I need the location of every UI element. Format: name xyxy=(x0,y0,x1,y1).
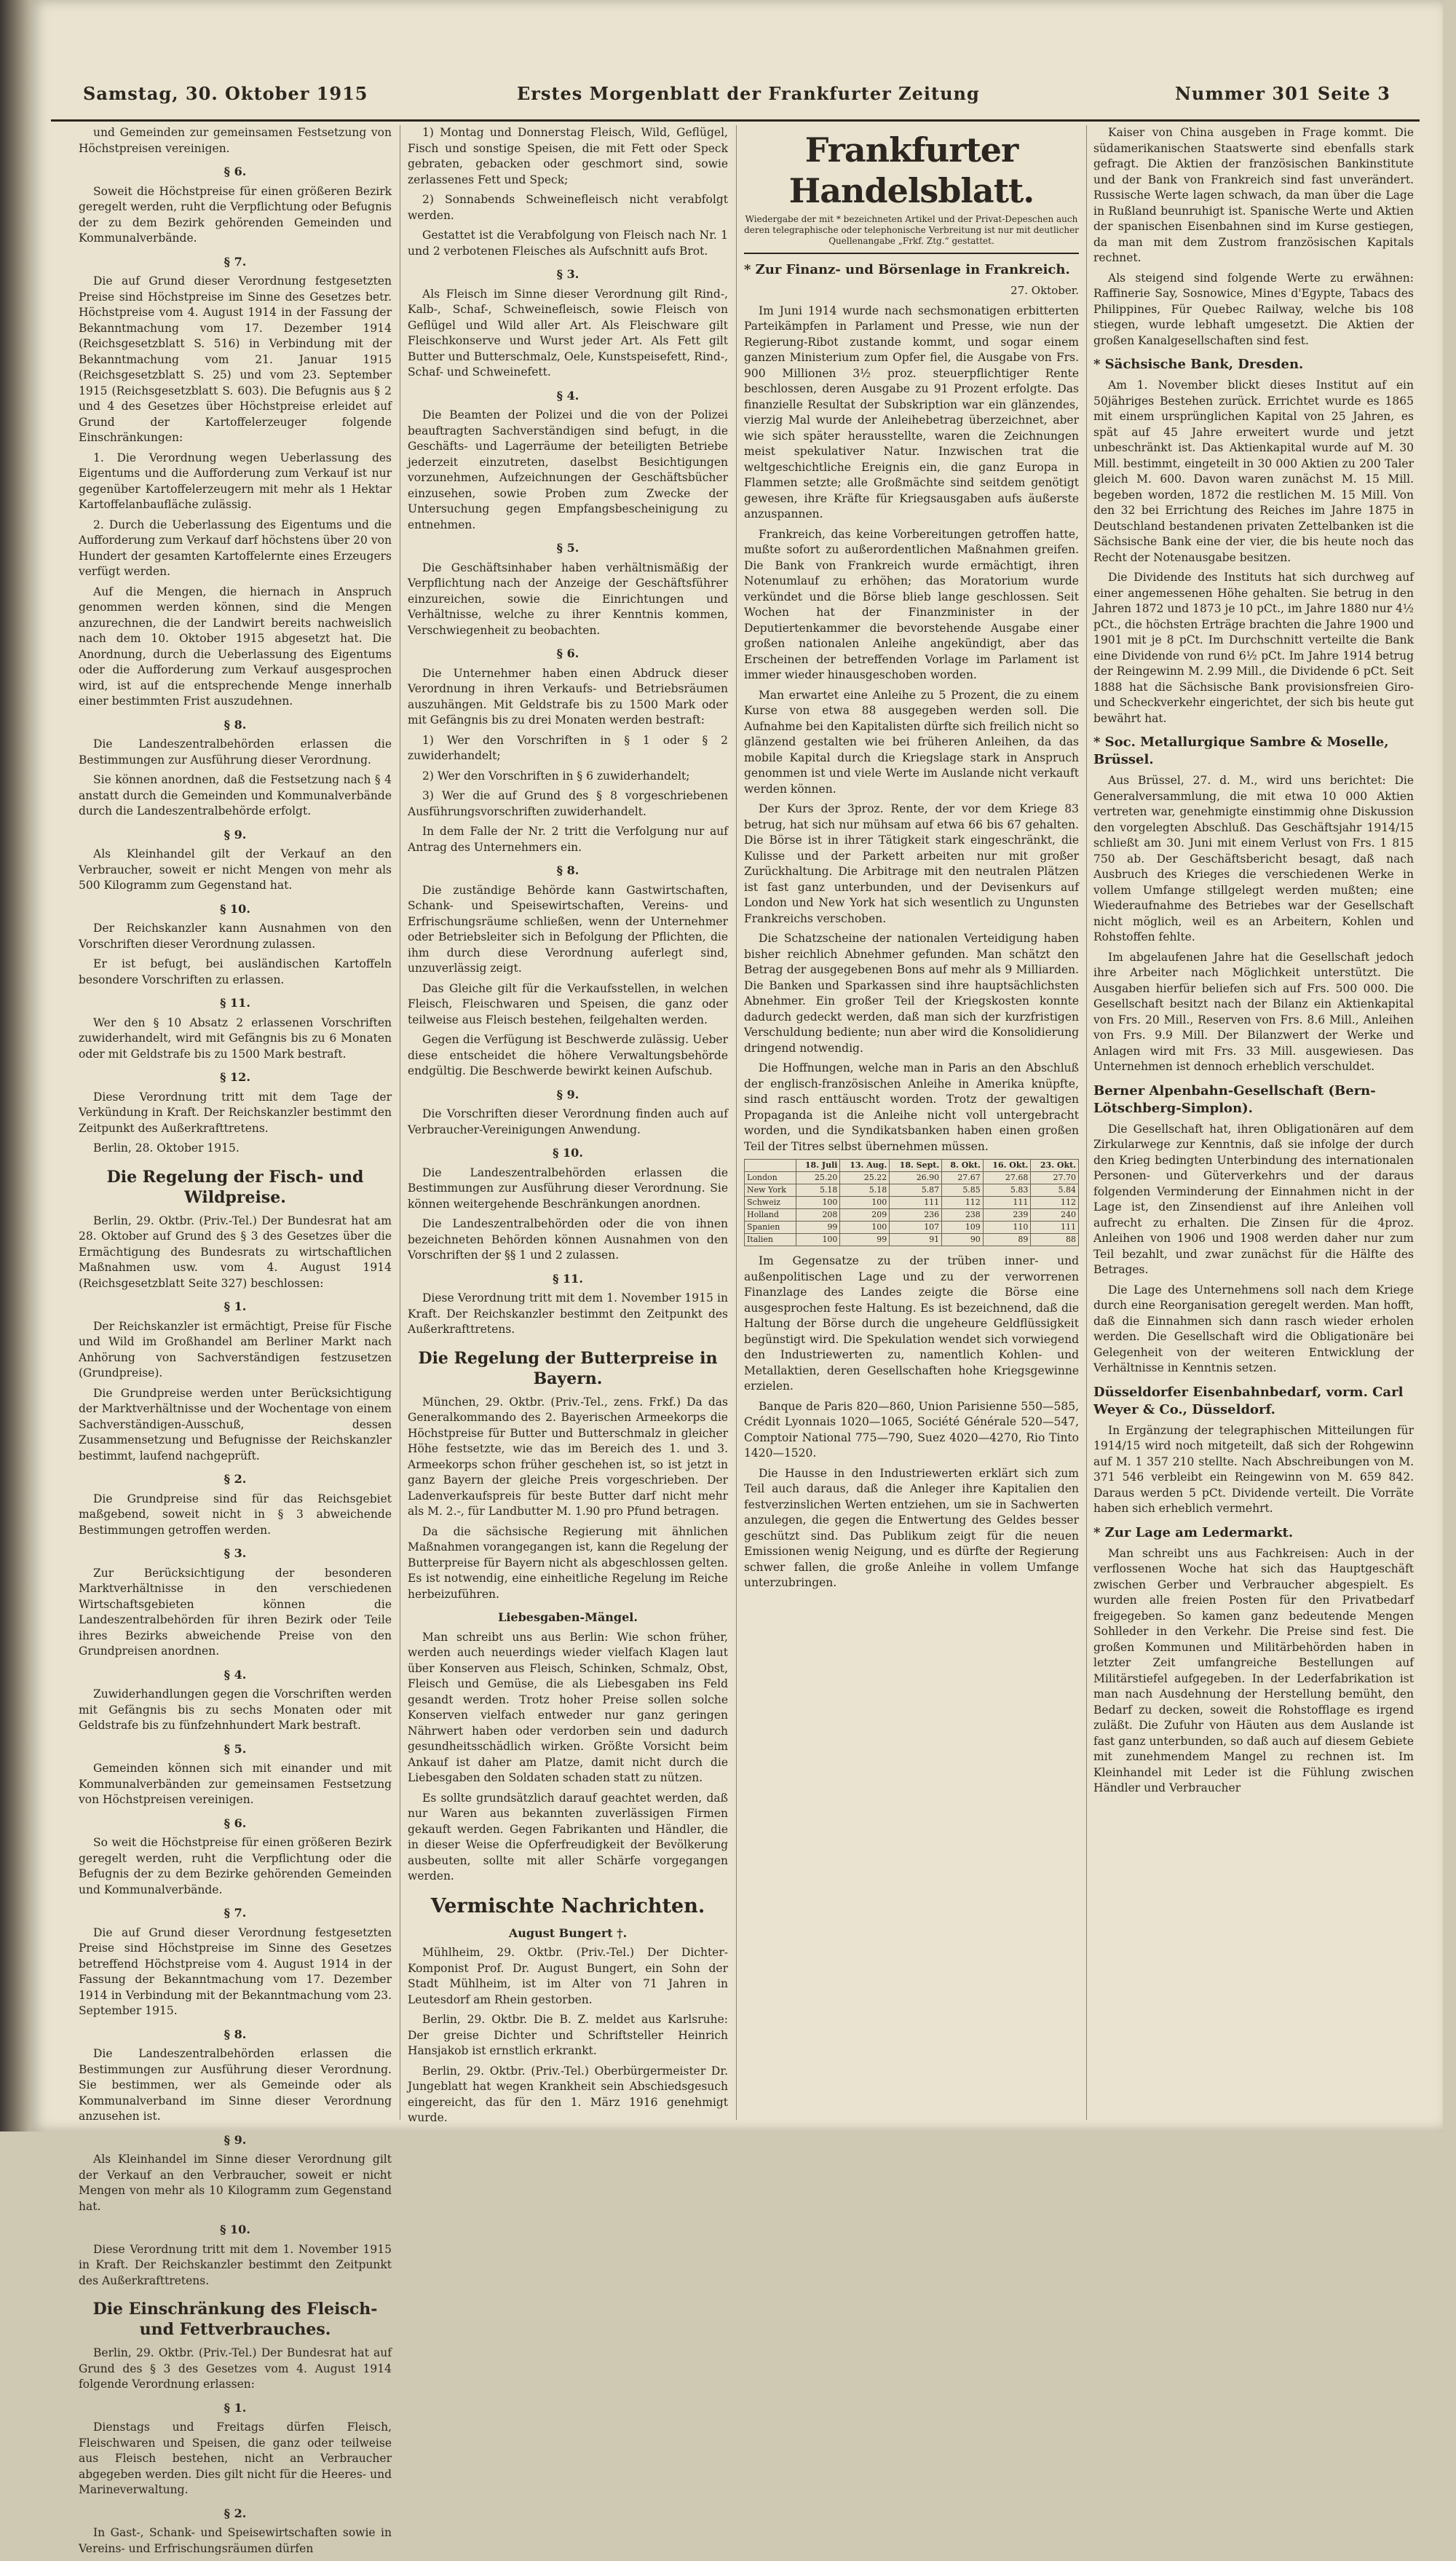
divider xyxy=(744,253,1079,254)
section-number: § 9. xyxy=(223,2132,247,2147)
table-cell: Italien xyxy=(745,1234,796,1246)
paragraph: München, 29. Oktbr. (Priv.-Tel., zens. Frkf.) Da das Generalkommando des 2. Bayerischen Armeekorps die Höchstpreise für Butter und Butterschmalz in gleicher Höhe festsetzte, wie das im Bereich des 1. und 3. Armeekorps schon früher geschehen ist, so ist jetzt in ganz Bayern der gleiche Preis vorgeschrieben. Der Ladenverkaufspreis für beste Butter darf nicht mehr als M. 2.-, für Landbutter M. 1.90 pro Pfund betragen. xyxy=(408,1395,728,1518)
table-cell: 5.18 xyxy=(796,1184,840,1197)
table-row xyxy=(745,1184,1079,1197)
table-cell: 100 xyxy=(796,1197,840,1209)
table-cell: 25.22 xyxy=(840,1172,890,1184)
table-cell: 91 xyxy=(890,1234,942,1246)
table-cell: 5.18 xyxy=(840,1184,890,1197)
section-number: § 11. xyxy=(553,1271,583,1286)
dateline: Berlin, 28. Oktober 1915. xyxy=(93,1141,240,1155)
paragraph: Am 1. November blickt dieses Institut auf ein 50jähriges Bestehen zurück. Errichtet wurde es 1865 mit einem ursprünglichen Kapital von 25 Jahren, es spät auf 45 Jahre erweitert wurde und jetzt unbeschränkt ist. Das Aktienkapital wurde auf M. 30 Mill. bestimmt, eingeteilt in 30 000 Aktien zu 200 Taler gleich M. 600. Davon waren zunächst M. 15 Mill. begeben worden, 1872 die restlichen M. 15 Mill. Von den 32 bei Errichtung des Reiches im Jahre 1875 in Deutschland bestandenen privaten Zettelbanken ist die Sächsische Bank eine der vier, die bis heute noch das Recht der Notenausgabe besitzen. xyxy=(1093,379,1414,564)
paragraph: Als Fleisch im Sinne dieser Verordnung gilt Rind-, Kalb-, Schaf-, Schweinefleisch, sowie Fleisch von Geflügel und Wild aller Art. Als Fleischware gilt Fleischkonserve und Wurst jeder Art. Als Fett gilt Butter und Butterschmalz, Oele, Kunstspeisefett, Rind-, Schaf- und Schweinefett. xyxy=(408,287,728,379)
paragraph: Die Grundpreise sind für das Reichsgebiet maßgebend, soweit nicht in § 3 abweichende Bestimmungen getroffen werden. xyxy=(79,1492,392,1537)
article-headline: Die Regelung der Fisch- und Wildpreise. xyxy=(106,1167,364,1207)
paragraph: Die Hausse in den Industriewerten erklärt sich zum Teil auch daraus, daß die Anleger ihre Kapitalien den festverzinslichen Werten entziehen, um sie in Sachwerten anzulegen, die gegen die Entwertung des Geldes besser geschützt sind. Das Publikum zeigt für die neuen Emissionen wenig Neigung, und es dürfte der Regierung schwer fallen, die große Anleihe in vollem Umfange unterzubringen. xyxy=(744,1466,1079,1589)
paragraph: In Gast-, Schank- und Speisewirtschaften sowie in Vereins- und Erfrischungsräumen dürfen xyxy=(79,2526,392,2555)
table-cell: 112 xyxy=(1031,1197,1079,1209)
table-cell: London xyxy=(745,1172,796,1184)
section-number: § 9. xyxy=(556,1087,579,1101)
table-header-cell xyxy=(745,1160,796,1172)
section-number: § 8. xyxy=(223,2027,247,2041)
paragraph: und Gemeinden zur gemeinsamen Festsetzung von Höchstpreisen vereinigen. xyxy=(79,126,392,155)
table-row xyxy=(745,1172,1079,1184)
table-cell: 240 xyxy=(1031,1209,1079,1222)
table-cell: 209 xyxy=(840,1209,890,1222)
table-cell: 107 xyxy=(890,1222,942,1234)
section-number: § 5. xyxy=(556,541,579,555)
paragraph: Zur Berücksichtigung der besonderen Marktverhältnisse in den verschiedenen Wirtschaftsgebieten können die Landeszentralbehörden für ihren Bezirk oder Teile ihres Bezirks abweichende Preise von den Grundpreisen anordnen. xyxy=(79,1566,392,1658)
paragraph: Der Reichskanzler kann Ausnahmen von den Vorschriften dieser Verordnung zulassen. xyxy=(79,922,392,951)
section-number: § 3. xyxy=(556,267,579,281)
paragraph: So weit die Höchstpreise für einen größeren Bezirk geregelt werden, ruht die Verpflichtung oder die Befugnis der zu dem Bezirke gehörenden Gemeinden und Kommunalverbände. xyxy=(79,1836,392,1896)
table-header-cell: 18. Juli xyxy=(796,1160,840,1172)
paragraph: 1) Wer den Vorschriften in § 1 oder § 2 zuwiderhandelt; xyxy=(408,733,728,762)
paragraph: Die Vorschriften dieser Verordnung finden auch auf Verbraucher-Vereinigungen Anwendung. xyxy=(408,1107,728,1136)
table-cell: 25.20 xyxy=(796,1172,840,1184)
table-cell: 88 xyxy=(1031,1234,1079,1246)
paragraph: Die zuständige Behörde kann Gastwirtschaften, Schank- und Speisewirtschaften, Vereins- und Erfrischungsräume schließen, wenn der Unternehmer oder Betriebsleiter sich in Befolgung der Pflichten, die ihm durch diese Verordnung auferlegt sind, unzuverlässig zeigt. xyxy=(408,883,728,975)
table-cell: 239 xyxy=(983,1209,1031,1222)
paragraph: Da die sächsische Regierung mit ähnlichen Maßnahmen vorangegangen ist, kann die Regelung der Butterpreise für Bayern nicht als abgeschlossen gelten. Es ist notwendig, eine einheitliche Regelung im Reiche herbeizuführen. xyxy=(408,1524,728,1601)
column-2 xyxy=(408,125,728,2131)
section-number: § 7. xyxy=(223,1906,247,1920)
article-headline: Berner Alpenbahn-Gesellschaft (Bern-Lötschberg-Simplon). xyxy=(1093,1082,1376,1116)
paragraph: Die Landeszentralbehörden erlassen die Bestimmungen zur Ausführung dieser Verordnung. Sie können weitergehende Beschränkungen anordnen. xyxy=(408,1165,728,1211)
paragraph: Wer den § 10 Absatz 2 erlassenen Vorschriften zuwiderhandelt, wird mit Gefängnis bis zu 6 Monaten oder mit Geldstrafe bis zu 1500 Mark bestraft. xyxy=(79,1016,392,1061)
paragraph: Banque de Paris 820—860, Union Parisienne 550—585, Crédit Lyonnais 1020—1065, Société Générale 520—547, Comptoir National 775—790, Suez 4020—4270, Rio Tinto 1420—1520. xyxy=(744,1399,1079,1460)
paragraph: Die Landeszentralbehörden erlassen die Bestimmungen zur Ausführung dieser Verordnung. xyxy=(79,737,392,767)
paragraph: Die auf Grund dieser Verordnung festgesetzten Preise sind Höchstpreise im Sinne des Gesetzes betr. Höchstpreise vom 4. August 1914 in der Fassung der Bekanntmachung vom 17. Dezember 1914 (Reichsgesetzblatt S. 516) in Verbindung mit der Bekanntmachung vom 21. Januar 1915 (Reichsgesetzblatt S. 25) und vom 23. September 1915 (Reichsgesetzblatt S. 603). Die Befugnis aus § 2 und 4 des Gesetzes über Höchstpreise erleidet auf Grund der Kartoffelerzeuger folgende Einschränkungen: xyxy=(79,274,392,444)
table-cell: Spanien xyxy=(745,1222,796,1234)
table-cell: New York xyxy=(745,1184,796,1197)
paragraph: Diese Verordnung tritt mit dem Tage der Verkündung in Kraft. Der Reichskanzler bestimmt den Zeitpunkt des Außerkrafttretens. xyxy=(79,1090,392,1135)
table-cell: 100 xyxy=(796,1234,840,1246)
paragraph: Der Reichskanzler ist ermächtigt, Preise für Fische und Wild im Großhandel am Berliner Markt nach Anhörung von Sachverständigen festzusetzen (Grundpreise). xyxy=(79,1319,392,1380)
masthead-page-number: Nummer 301 Seite 3 xyxy=(1174,83,1390,104)
paragraph: Zuwiderhandlungen gegen die Vorschriften werden mit Gefängnis bis zu sechs Monaten oder mit Geldstrafe bis zu fünfzehnhundert Mark bestraft. xyxy=(79,1687,392,1732)
paragraph: Auf die Mengen, die hiernach in Anspruch genommen werden können, sind die Mengen anzurechnen, die der Landwirt bereits nachweislich nach dem 10. Oktober 1915 abgesetzt hat. Die Anordnung, durch die Ueberlassung des Eigentums oder die Aufforderung zum Verkauf ausgesprochen wird, ist auf die entsprechende Menge innerhalb einer bestimmten Frist auszudehnen. xyxy=(79,585,392,708)
paragraph: Die Landeszentralbehörden erlassen die Bestimmungen zur Ausführung dieser Verordnung. Sie bestimmen, wer als Gemeinde oder als Kommunalverband im Sinne dieser Verordnung anzusehen ist. xyxy=(79,2047,392,2123)
section-number: § 1. xyxy=(223,2400,247,2415)
paragraph: Berlin, 29. Oktbr. Die B. Z. meldet aus Karlsruhe: Der greise Dichter und Schriftsteller Heinrich Hansjakob ist ernstlich erkrankt. xyxy=(408,2013,728,2057)
table-cell: 109 xyxy=(942,1222,984,1234)
column-rule xyxy=(736,125,737,2120)
paragraph: Das Gleiche gilt für die Verkaufsstellen, in welchen Fleisch, Fleischwaren und Speisen, die ganz oder teilweise aus Fleisch bestehen, feilgehalten werden. xyxy=(408,981,728,1026)
section-masthead: Frankfurter Handelsblatt. xyxy=(788,130,1034,210)
section-number: § 2. xyxy=(223,2506,247,2520)
section-number: § 2. xyxy=(223,1472,247,1486)
table-row xyxy=(745,1234,1079,1246)
paragraph: Aus Brüssel, 27. d. M., wird uns berichtet: Die Generalversammlung, die mit etwa 10 000 Aktien vertreten war, genehmigte einstimmig ohne Diskussion den vorgelegten Abschluß. Das Geschäftsjahr 1914/15 schließt am 30. Juni mit einem Verlust von Frs. 1 815 750 ab. Der Geschäftsbericht besagt, daß nach Ausbruch des Krieges die verschiedenen Werke in vollem Umfange stillgelegt werden mußten; eine Wiederaufnahme des Betriebes war der Gesellschaft nicht möglich, weil es an Arbeitern, Kohlen und Rohstoffen fehlte. xyxy=(1093,774,1414,943)
column-rule xyxy=(1086,125,1087,2120)
paragraph: Man schreibt uns aus Berlin: Wie schon früher, werden auch neuerdings wieder vielfach Klagen laut über Konserven aus Fleisch, Schinken, Schmalz, Obst, Fleisch und Gemüse, die als Liebesgaben ins Feld gesandt werden. Trotz hoher Preise sollen solche Konserven vielfach entweder nur ganz geringen Nährwert haben oder verdorben sein und dadurch gesundheitsschädlich wirken. Größte Vorsicht beim Ankauf ist daher am Platze, damit nicht durch die Liebesgaben den Soldaten schaden statt zu nützen. xyxy=(408,1630,728,1784)
section-number: § 10. xyxy=(553,1146,583,1160)
section-number: § 9. xyxy=(223,827,247,842)
paragraph: Die Landeszentralbehörden oder die von ihnen bezeichneten Behörden können Ausnahmen von den Vorschriften der §§ 1 und 2 zulassen. xyxy=(408,1217,728,1262)
article-subheadline: August Bungert †. xyxy=(508,1925,628,1940)
article-headline: Die Einschränkung des Fleisch- und Fettverbrauches. xyxy=(92,2300,378,2339)
table-cell: 5.85 xyxy=(942,1184,984,1197)
paragraph: Im Gegensatze zu der trüben inner- und außenpolitischen Lage und zu der verworrenen Finanzlage des Landes zeigte die Börse eine ausgesprochen feste Haltung. Es ist bezeichnend, daß die Haltung der Börse durch die ungeheure Geldflüssigkeit begünstigt wird. Die Spekulation wendet sich vorwiegend den Industriewerten zu, namentlich Kohlen- und Metallaktien, deren Gesellschaften hohe Kriegsgewinne erzielen. xyxy=(744,1254,1079,1393)
table-cell: 112 xyxy=(942,1197,984,1209)
paragraph: Die auf Grund dieser Verordnung festgesetzten Preise sind Höchstpreise im Sinne des Gesetzes betreffend Höchstpreise vom 4. August 1914 in der Fassung der Bekanntmachung vom 17. Dezember 1914 in Verbindung mit der Bekanntmachung vom 23. September 1915. xyxy=(79,1925,392,2017)
paragraph: Berlin, 29. Oktbr. (Priv.-Tel.) Der Bundesrat hat auf Grund des § 3 des Gesetzes vom 4. August 1914 folgende Verordnung erlassen: xyxy=(79,2346,392,2391)
article-headline: Düsseldorfer Eisenbahnbedarf, vorm. Carl Weyer & Co., Düsseldorf. xyxy=(1093,1384,1404,1417)
table-row xyxy=(745,1209,1079,1222)
table-cell: 27.68 xyxy=(983,1172,1031,1184)
table-cell: 26.90 xyxy=(890,1172,942,1184)
paragraph: Im Juni 1914 wurde nach sechsmonatigen erbitterten Parteikämpfen in Parlament und Presse, wie nun der Regierung-Ribot zustande kommt, und sogar einem ganzen Ministerium zum Opfer fiel, die Ausgabe von Frs. 900 Millionen 3½ proz. steuerpflichtiger Rente beschlossen, deren Ausgabe zu 91 Prozent erfolgte. Das finanzielle Resultat der Subskription war ein glänzendes, vierzig Mal wurde der Anleihebetrag überzeichnet, aber wie sich später herausstellte, waren die Zeichnungen meist spekulativer Natur. Inzwischen trat die weltgeschichtliche Ereignis ein, die ganz Europa in Flammen setzte; alle Großmächte sind seitdem genötigt gewesen, ihre Kräfte für Kriegsausgaben aufs äußerste anzuspannen. xyxy=(744,304,1079,520)
paragraph: Die Gesellschaft hat, ihren Obligationären auf dem Zirkularwege zur Kenntnis, daß sie infolge der durch den Krieg bedingten Unterbindung des internationalen Personen- und Güterverkehrs und der daraus folgenden Verminderung der Einnahmen nicht in der Lage ist, den Zinsendienst auf ihre Anleihen voll aufrecht zu erhalten. Die Zinsen für die 4proz. Anleihen von 1906 und 1908 werden daher nur zum Teil bezahlt, und zwar zunächst für die Hälfte des Betrages. xyxy=(1093,1122,1414,1276)
paragraph: 2. Durch die Ueberlassung des Eigentums und die Aufforderung zum Verkauf darf höchstens über 20 von Hundert der gesamten Kartoffelernte eines Erzeugers verfügt werden. xyxy=(79,518,392,578)
paragraph: Die Beamten der Polizei und die von der Polizei beauftragten Sachverständigen sind befugt, in die Geschäfts- und Lagerräume der beteiligten Betriebe jederzeit einzutreten, daselbst Besichtigungen vorzunehmen, Aufzeichnungen der Geschäftsbücher einzusehen, sowie Proben zum Zwecke der Untersuchung gegen Empfangsbescheinigung zu entnehmen. xyxy=(408,408,728,531)
paragraph: Er ist befugt, bei ausländischen Kartoffeln besondere Vorschriften zu erlassen. xyxy=(79,957,392,986)
table-cell: 99 xyxy=(840,1234,890,1246)
table-cell: 100 xyxy=(840,1222,890,1234)
article-subheadline: Liebesgaben-Mängel. xyxy=(498,1610,638,1624)
table-cell: 238 xyxy=(942,1209,984,1222)
table-cell: Holland xyxy=(745,1209,796,1222)
masthead xyxy=(51,79,1420,122)
article-headline: * Zur Finanz- und Börsenlage in Frankreich. xyxy=(744,262,1070,277)
paragraph: Gemeinden können sich mit einander und mit Kommunalverbänden zur gemeinsamen Festsetzung von Höchstpreisen vereinigen. xyxy=(79,1762,392,1806)
paragraph: Man erwartet eine Anleihe zu 5 Prozent, die zu einem Kurse von etwa 88 ausgegeben werden soll. Die Aufnahme bei den Kapitalisten dürfte sich freilich nicht so glänzend gestalten wie bei früheren Anleihen, da das mobile Kapital durch die Kriegslage stark in Anspruch genommen ist und viele Werte im Auslande nicht verkauft werden können. xyxy=(744,688,1079,796)
section-number: § 11. xyxy=(220,996,250,1010)
table-cell: 208 xyxy=(796,1209,840,1222)
paragraph: 3) Wer die auf Grund des § 8 vorgeschriebenen Ausführungsvorschriften zuwiderhandelt. xyxy=(408,789,728,818)
dateline: 27. Oktober. xyxy=(1010,284,1079,297)
column-3 xyxy=(744,125,1079,1596)
table-header-cell: 8. Okt. xyxy=(942,1160,984,1172)
section-number: § 6. xyxy=(223,165,247,178)
table-cell: 89 xyxy=(983,1234,1031,1246)
section-number: § 3. xyxy=(223,1546,247,1560)
paragraph: 2) Sonnabends Schweinefleisch nicht verabfolgt werden. xyxy=(408,193,728,222)
section-number: § 6. xyxy=(223,1816,247,1830)
paragraph: Berlin, 29. Oktbr. (Priv.-Tel.) Der Bundesrat hat am 28. Oktober auf Grund des § 3 des Gesetzes über die Ermächtigung des Bundesrats zu wirtschaftlichen Maßnahmen usw. vom 4. August 1914 (Reichsgesetzblatt Seite 327) beschlossen: xyxy=(79,1214,392,1290)
table-cell: 111 xyxy=(1031,1222,1079,1234)
paragraph: Soweit die Höchstpreise für einen größeren Bezirk geregelt werden, ruht die Verpflichtung oder Befugnis der zu dem Bezirk gehörenden Gemeinden und Kommunalverbände. xyxy=(79,184,392,245)
paragraph: Frankreich, das keine Vorbereitungen getroffen hatte, mußte sofort zu außerordentlichen Maßnahmen greifen. Die Bank von Frankreich wurde ermächtigt, ihren Notenumlauf zu erhöhen; das Moratorium wurde verkündet und die Börse blieb lange geschlossen. Seit Wochen hat der Finanzminister in der Deputiertenkammer die bevorstehende Ausgabe einer großen nationalen Anleihe angekündigt, aber das Erscheinen der betreffenden Vorlage im Parlament ist immer wieder hinausgeschoben worden. xyxy=(744,527,1079,681)
paragraph: In Ergänzung der telegraphischen Mitteilungen für 1914/15 wird noch mitgeteilt, daß sich der Rohgewinn auf M. 1 357 210 stellte. Nach Abschreibungen von M. 371 546 verbleibt ein Reingewinn von M. 659 842. Daraus werden 5 pCt. Dividende verteilt. Die Vorräte haben sich erheblich vermehrt. xyxy=(1093,1423,1414,1515)
paragraph: Als Kleinhandel gilt der Verkauf an den Verbraucher, soweit er nicht Mengen von mehr als 500 Kilogramm zum Gegenstand hat. xyxy=(79,847,392,892)
section-number: § 4. xyxy=(556,388,579,403)
table-cell: 27.70 xyxy=(1031,1172,1079,1184)
article-headline: * Sächsische Bank, Dresden. xyxy=(1093,357,1304,372)
column-4 xyxy=(1093,125,1414,1801)
paragraph: Der Kurs der 3proz. Rente, der vor dem Kriege 83 betrug, hat sich nur mühsam auf etwa 66 bis 67 gehalten. Die Börse ist in ihrer Tätigkeit stark eingeschränkt, die Kulisse und der Parkett arbeiten nur mit großer Zurückhaltung. Die Arbitrage mit den neutralen Plätzen ist fast ganz unterbunden, und der Devisenkurs auf London und New York hat sich wesentlich zu Ungunsten Frankreichs verschoben. xyxy=(744,802,1079,925)
paragraph: 2) Wer den Vorschriften in § 6 zuwiderhandelt; xyxy=(422,769,690,783)
paragraph: Berlin, 29. Oktbr. (Priv.-Tel.) Oberbürgermeister Dr. Jungeblatt hat wegen Krankheit sein Abschiedsgesuch eingereicht, das für den 1. März 1916 genehmigt wurde. xyxy=(408,2064,728,2124)
paragraph: 1. Die Verordnung wegen Ueberlassung des Eigentums und die Aufforderung zum Verkauf ist nur gegenüber Kartoffelerzeugern mit mehr als 1 Hektar Kartoffelanbaufläche zulässig. xyxy=(79,451,392,511)
section-number: § 1. xyxy=(223,1299,247,1313)
paragraph: Es sollte grundsätzlich darauf geachtet werden, daß nur Waren aus bekannten zuverlässigen Firmen gekauft werden. Gegen Fabrikanten und Händler, die in dieser Weise die Opferfreudigkeit der Bevölkerung ausbeuten, sollte mit aller Schärfe vorgegangen werden. xyxy=(408,1791,728,1883)
table-cell: 111 xyxy=(983,1197,1031,1209)
paragraph: Gestattet ist die Verabfolgung von Fleisch nach Nr. 1 und 2 verbotenen Fleisches als Aufschnitt aufs Brot. xyxy=(408,229,728,258)
paragraph: Im abgelaufenen Jahre hat die Gesellschaft jedoch ihre Arbeiter nach Möglichkeit unterstützt. Die Ausgaben hierfür beliefen sich auf Frs. 500 000. Die Gesellschaft besitzt nach der Bilanz ein Aktienkapital von Frs. 20 Mill., Reserven von Frs. 8.6 Mill., Anleihen von Frs. 9.9 Mill. Der Bilanzwert der Werke und Anlagen wird mit Frs. 33 Mill. ausgewiesen. Das Unternehmen ist dennoch erheblich verschuldet. xyxy=(1093,950,1414,1073)
table-header-cell: 23. Okt. xyxy=(1031,1160,1079,1172)
section-number: § 12. xyxy=(220,1070,250,1084)
article-headline: Die Regelung der Butterpreise in Bayern. xyxy=(418,1348,718,1388)
paragraph: Mühlheim, 29. Oktbr. (Priv.-Tel.) Der Dichter-Komponist Prof. Dr. August Bungert, ein Sohn der Stadt Mühlheim, ist im Alter von 71 Jahren in Leutesdorf am Rhein gestorben. xyxy=(408,1946,728,2006)
table-cell: 5.87 xyxy=(890,1184,942,1197)
paragraph: Die Schatzscheine der nationalen Verteidigung haben bisher reichlich Abnehmer gefunden. Man schätzt den Betrag der ausgegebenen Bons auf mehr als 9 Milliarden. Die Banken und Sparkassen sind ihre hauptsächlichsten Abnehmer. Ein großer Teil der Kriegskosten konnte dadurch gedeckt werden, daß man sich der kurzfristigen Verschuldung bediente; nun aber wird die Konsolidierung dringend notwendig. xyxy=(744,932,1079,1055)
paragraph: Gegen die Verfügung ist Beschwerde zulässig. Ueber diese entscheidet die höhere Verwaltungsbehörde endgültig. Die Beschwerde bewirkt keinen Aufschub. xyxy=(408,1033,728,1077)
paragraph: Die Lage des Unternehmens soll nach dem Kriege durch eine Reorganisation geregelt werden. Man hofft, daß die Einnahmen sich dann rasch wieder erholen werden. Die Gesellschaft wird die Obligationäre bei Gelegenheit von der weiteren Entwicklung der Verhältnisse in Kenntnis setzen. xyxy=(1093,1283,1414,1374)
paragraph: Die Hoffnungen, welche man in Paris an den Abschluß der englisch-französischen Anleihe in Amerika knüpfte, sind rasch enttäuscht worden. Trotz der gewaltigen Propaganda ist die Anleihe nicht voll untergebracht worden, und die Syndikatsbanken haben einen großen Teil der Titres selbst übernehmen müssen. xyxy=(744,1061,1079,1153)
table-header-cell: 16. Okt. xyxy=(983,1160,1031,1172)
masthead-date: Samstag, 30. Oktober 1915 xyxy=(83,83,368,104)
paragraph: 1) Montag und Donnerstag Fleisch, Wild, Geflügel, Fisch und sonstige Speisen, die mit Fett oder Speck gebraten, gebacken oder geschmort sind, sowie zerlassenes Fett und Speck; xyxy=(408,126,728,186)
table-cell: 90 xyxy=(942,1234,984,1246)
paragraph: Man schreibt uns aus Fachkreisen: Auch in der verflossenen Woche hat sich das Hauptgeschäft zwischen Gerber und Verbraucher abgespielt. Es wurden alle freien Posten für den Privatbedarf freigegeben. So kamen ganz bedeutende Mengen Sohlleder in den Verkehr. Die Preise sind fest. Die großen Kommunen und Militärbehörden haben in letzter Zeit umfangreiche Bestellungen auf Militärstiefel aufgegeben. In der Lederfabrikation ist man nach Ausdehnung der Herstellung bemüht, den Bedarf zu decken, soweit die Rohstofflage es irgend zuläßt. Die Zufuhr von Häuten aus dem Auslande ist fast ganz unterbunden, so daß auch auf diesem Gebiete mit zunehmendem Mangel zu rechnen ist. Im Kleinhandel mit Leder ist die Fühlung zwischen Händler und Verbraucher xyxy=(1093,1546,1414,1794)
article-headline: * Soc. Metallurgique Sambre & Moselle, Brüssel. xyxy=(1093,735,1389,767)
reprint-notice: Wiedergabe der mit * bezeichneten Artikel und der Privat-Depeschen auch deren telegraphische oder telephonische Verbreitung ist nur mit deutlicher Quellenangabe „Frkf. Ztg.“ gestattet. xyxy=(744,214,1079,246)
paragraph: Die Geschäftsinhaber haben verhältnismäßig der Verpflichtung nach der Anzeige der Geschäftsführer einzureichen, sowie die Einrichtungen und Verhältnisse, welche zu ihrer Kenntnis kommen, Verschwiegenheit zu beobachten. xyxy=(408,561,728,637)
paragraph: Sie können anordnen, daß die Festsetzung nach § 4 anstatt durch die Gemeinden und Kommunalverbände durch die Landeszentralbehörde erfolgt. xyxy=(79,773,392,818)
book-binding xyxy=(0,0,31,2131)
section-number: § 10. xyxy=(220,901,250,916)
table-cell: 99 xyxy=(796,1222,840,1234)
table-cell: 100 xyxy=(840,1197,890,1209)
table-cell: 27.67 xyxy=(942,1172,984,1184)
paragraph: Die Dividende des Instituts hat sich durchweg auf einer angemessenen Höhe gehalten. Sie betrug in den Jahren 1872 und 1873 je 10 pCt., im Jahre 1880 nur 4½ pCt., die höchsten Erträge brachten die Jahre 1900 und 1901 mit je 8 pCt. Im Durchschnitt verteilte die Bank eine Dividende von rund 6½ pCt. Im Jahre 1914 betrug der Reingewinn M. 2.99 Mill., die Dividende 6 pCt. Seit 1888 hat die Sächsische Bank provisionsfreien Giro- und Scheckverkehr eingerichtet, der sich bis heute gut bewährt hat. xyxy=(1093,571,1414,725)
paragraph: Diese Verordnung tritt mit dem 1. November 1915 in Kraft. Der Reichskanzler bestimmt den Zeitpunkt des Außerkrafttretens. xyxy=(79,2242,392,2287)
paragraph: Die Grundpreise werden unter Berücksichtigung der Marktverhältnisse und der Wochentage von einem Sachverständigen-Ausschuß, dessen Zusammensetzung und Befugnisse der Reichskanzler bestimmt, laufend nachgeprüft. xyxy=(79,1386,392,1462)
table-header-row xyxy=(745,1160,1079,1172)
section-number: § 5. xyxy=(223,1741,247,1756)
table-cell: 5.83 xyxy=(983,1184,1031,1197)
paragraph: Kaiser von China ausgeben in Frage kommt. Die südamerikanischen Staatswerte sind ebenfalls stark gefragt. Die Aktien der französischen Bankinstitute und der Bank von Frankreich sind fast unverändert. Russische Werte lagen schwach, da man über die Lage in Rußland beunruhigt ist. Spanische Werte und Aktien der spanischen Eisenbahnen sind im Kurse gestiegen, da man mit dem Zustrom französischen Kapitals rechnet. xyxy=(1093,126,1414,264)
column-1 xyxy=(79,125,392,2561)
paragraph: Diese Verordnung tritt mit dem 1. November 1915 in Kraft. Der Reichskanzler bestimmt den Zeitpunkt des Außerkrafttretens. xyxy=(408,1291,728,1336)
section-number: § 6. xyxy=(556,646,579,660)
table-cell: 111 xyxy=(890,1197,942,1209)
section-number: § 8. xyxy=(223,717,247,732)
exchange-rate-table xyxy=(744,1159,1079,1246)
section-number: § 7. xyxy=(223,254,247,269)
paragraph: Als steigend sind folgende Werte zu erwähnen: Raffinerie Say, Sosnowice, Mines d'Egypte, Tabacs des Philippines, Für Quebec Railway, welche bis 108 stiegen, wurde lebhaft umgesetzt. Die Aktien der großen Kanalgesellschaften sind fest. xyxy=(1093,271,1414,347)
section-number: § 4. xyxy=(223,1667,247,1682)
table-header-cell: 18. Sept. xyxy=(890,1160,942,1172)
section-headline: Vermischte Nachrichten. xyxy=(430,1894,705,1917)
table-cell: 236 xyxy=(890,1209,942,1222)
paragraph: Die Unternehmer haben einen Abdruck dieser Verordnung in ihren Verkaufs- und Betriebsräumen auszuhängen. Mit Geldstrafe bis zu 1500 Mark oder mit Gefängnis bis zu drei Monaten werden bestraft: xyxy=(408,666,728,727)
article-headline: * Zur Lage am Ledermarkt. xyxy=(1093,1524,1294,1540)
paragraph: Als Kleinhandel im Sinne dieser Verordnung gilt der Verkauf an den Verbraucher, soweit er nicht Mengen von mehr als 10 Kilogramm zum Gegenstand hat. xyxy=(79,2153,392,2213)
table-row xyxy=(745,1197,1079,1209)
masthead-title: Erstes Morgenblatt der Frankfurter Zeitung xyxy=(517,83,980,104)
table-cell: Schweiz xyxy=(745,1197,796,1209)
section-number: § 8. xyxy=(556,863,579,877)
table-cell: 5.84 xyxy=(1031,1184,1079,1197)
table-row xyxy=(745,1222,1079,1234)
table-cell: 110 xyxy=(983,1222,1031,1234)
table-header-cell: 13. Aug. xyxy=(840,1160,890,1172)
paragraph: In dem Falle der Nr. 2 tritt die Verfolgung nur auf Antrag des Unternehmers ein. xyxy=(408,825,728,854)
paragraph: Dienstags und Freitags dürfen Fleisch, Fleischwaren und Speisen, die ganz oder teilweise aus Fleisch bestehen, nicht an Verbraucher abgegeben werden. Dies gilt nicht für die Heeres- und Marineverwaltung. xyxy=(79,2421,392,2496)
section-number: § 10. xyxy=(220,2222,250,2236)
